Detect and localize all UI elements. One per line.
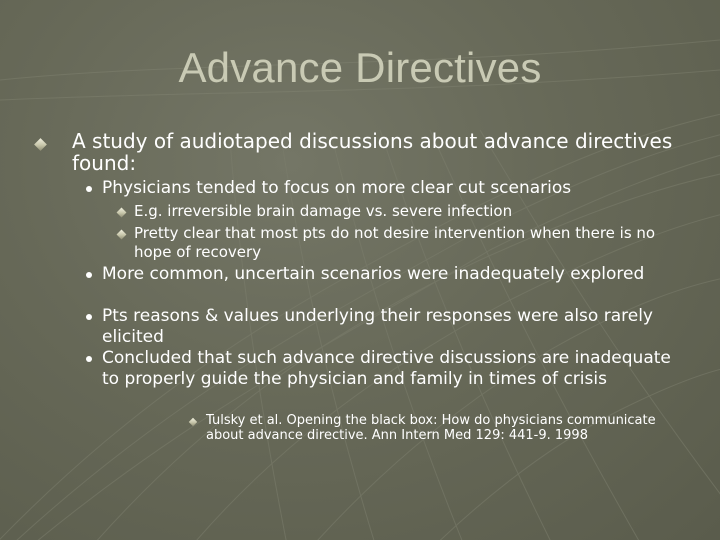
sub-bullet-text: Pts reasons & values underlying their responses were also rarely elicited: [102, 306, 653, 347]
main-bullet-text: A study of audiotaped discussions about advance directives found:: [72, 129, 673, 175]
sub-bullet-text: Concluded that such advance directive discussions are inadequate to properly guide the physician and family in times of crisis: [102, 348, 671, 389]
sub-bullet-text: More common, uncertain scenarios were inadequately explored: [102, 264, 645, 284]
sub-sub-bullet-text: Pretty clear that most pts do not desire intervention when there is no hope of recovery: [134, 224, 656, 261]
sub-bullet-dot: [86, 314, 92, 320]
sub-bullet-dot: [86, 356, 92, 362]
sub-sub-bullet-text: E.g. irreversible brain damage vs. severe infection: [134, 202, 513, 220]
reference-text: Tulsky et al. Opening the black box: How do physicians communicate about advance directive. Ann Intern Med 129: 441-9. 1998: [206, 413, 656, 443]
slide-title: Advance Directives: [178, 44, 542, 91]
sub-bullet-dot: [86, 272, 92, 278]
sub-bullet-dot: [86, 186, 92, 192]
sub-bullet-text: Physicians tended to focus on more clear cut scenarios: [102, 178, 572, 198]
